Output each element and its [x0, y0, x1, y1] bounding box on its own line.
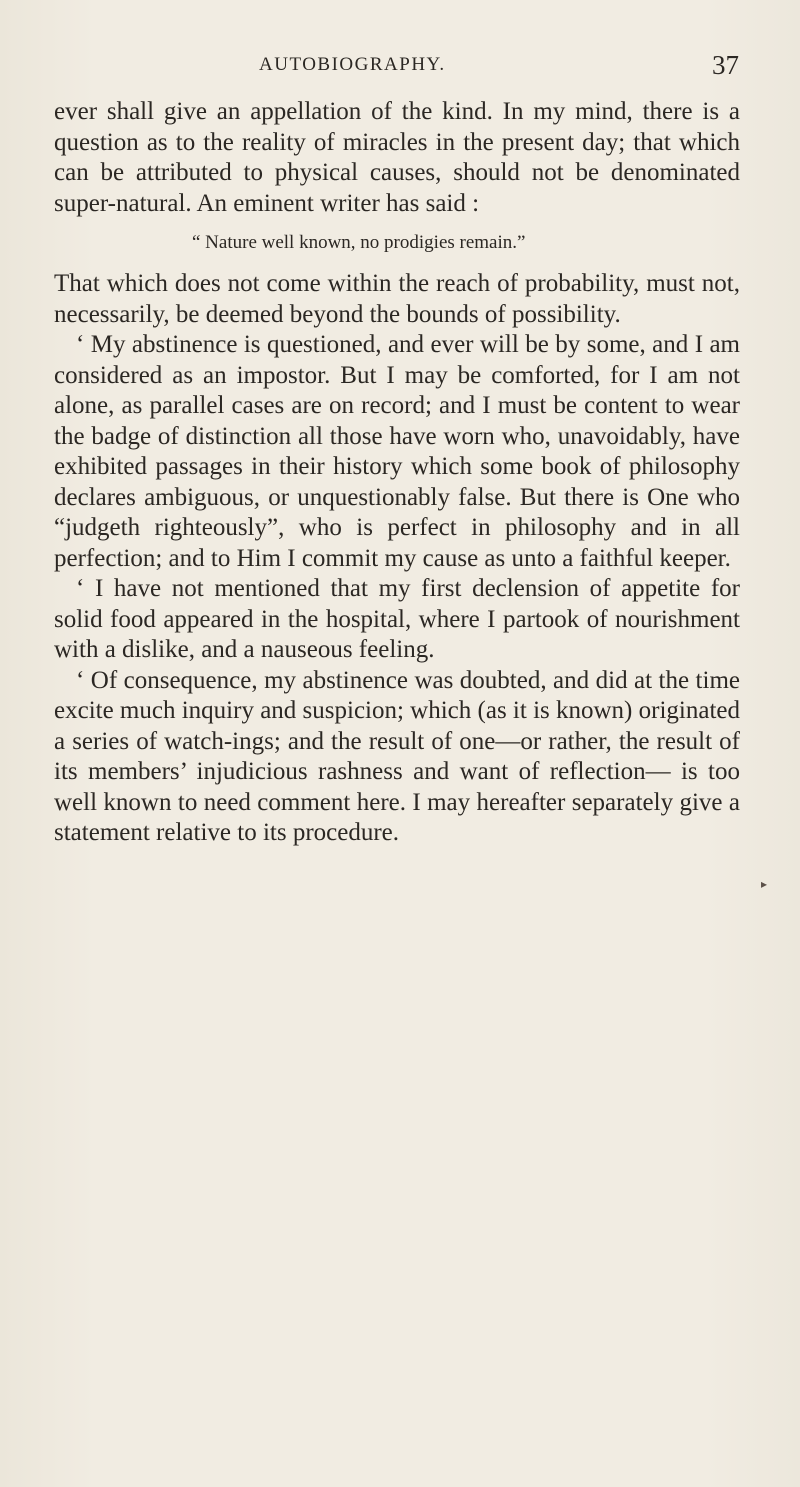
- page-number: 37: [712, 50, 739, 80]
- paragraph-2: That which does not come within the reach of probability, must not, necessarily, be deemed beyond the bounds of possibility.: [54, 270, 740, 328]
- block-quote: “ Nature well known, no prodigies remain.”: [192, 232, 526, 253]
- paragraph-3: ‘ My abstinence is questioned, and ever will be by some, and I am considered as an impostor. But I may be comforted, for I am not alone, as parallel cases are on record; and I must be content to wear the badge of distinction all those have worn who, unavoidably, have exhibited passages in their history which some book of philosophy declares ambiguous, or unquestionably false. But there is One who “judgeth righteously”, who is perfect in philosophy and in all perfection; and to Him I commit my cause as unto a faithful keeper.: [54, 331, 740, 572]
- paragraph-1: ever shall give an appellation of the kind. In my mind, there is a question as to the reality of miracles in the present day; that which can be attributed to physical causes, should not be denominated super-natural. An eminent writer has said :: [54, 98, 740, 217]
- paragraph-5: ‘ Of consequence, my abstinence was doubted, and did at the time excite much inquiry and suspicion; which (as it is known) originated a series of watch-ings; and the result of one—or rather, the result of its members’ injudicious rashness and want of reflection— is too well known to need comment here. I may hereafter separately give a statement relative to its procedure.: [54, 666, 740, 846]
- margin-mark-icon: ▸: [761, 877, 768, 891]
- page-header: [54, 50, 739, 84]
- body-text: [54, 97, 740, 849]
- paragraph-4: ‘ I have not mentioned that my first declension of appetite for solid food appeared in the hospital, where I partook of nourishment with a dislike, and a nauseous feeling.: [54, 575, 740, 663]
- running-head: AUTOBIOGRAPHY.: [259, 54, 446, 75]
